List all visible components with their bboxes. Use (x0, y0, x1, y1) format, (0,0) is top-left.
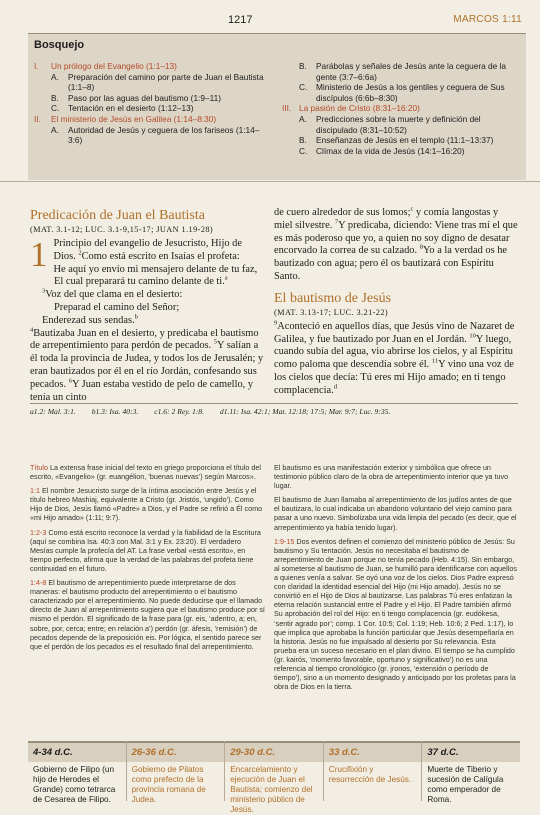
scripture-column-right (274, 207, 518, 398)
outline-item: I. Un prólogo del Evangelio (1:1–13) (34, 61, 177, 71)
outline-title: Bosquejo (34, 39, 85, 51)
outline-item: C. Ministerio de Jesús a los gentiles y ceguera de Sus discípulos (6:6b–8:30) (299, 82, 505, 103)
commentary-right (274, 463, 518, 696)
section-heading: Predicación de Juan el Bautista (30, 208, 205, 223)
verses-6-8: de cuero alrededor de sus lomos;$^c$ y comía langostas y miel silvestre. $^7$Y predicaba, diciendo: Viene tras mí el que es más poderoso que yo, a quien no soy digno de desatar encorvado la correa de su calzado. $^8$Yo a la verdad os he bautizado con agua; pero él os bautizará con Espíritu Santo. (274, 205, 518, 282)
outline-item: A. Predicciones sobre la muerte y definición del discipulado (8:31–10:52) (299, 113, 481, 135)
quote-line: Enderezad sus sendas.$^b$ (42, 313, 138, 326)
outline-item: II. El ministerio de Jesús en Galilea (1:14–8:30) (34, 113, 217, 124)
commentary-note: 1:4-8 El bautismo de arrepentimiento puede interpretarse de dos maneras: el bautismo producto del arrepentimiento o el bautismo caracterizado por el arrepentimiento. No puede deducirse que el llamado directo de Juan al arrepentimiento sugiera que el bautismo produce por sí mismo el perdón. El significado de la frase para (gr. eis, ‘adentro, a; en, sobre, por, cerca; entre; en relación a’) perdón (gr. áfesis, ‘remisión’) de pecados depende de la preposición eis. Por lógica, el sentido parece ser que el perdón de los pecados es el resultado final del arrepentimiento. (30, 578, 265, 651)
footnote: a1.2: Mal. 3:1. (30, 407, 76, 416)
footnote: d1.11: Isa. 42:1; Mat. 12:18; 17:5; Mar. 9:7; Luc. 9:35. (219, 407, 391, 416)
footnote: c1.6: 2 Rey. 1:8. (154, 407, 204, 416)
verse-2: Como está escrito en Isaías el profeta: (81, 250, 240, 262)
outline-item: C. Clímax de la vida de Jesús (14:1–16:20) (299, 145, 465, 156)
timeline (28, 741, 520, 815)
section-heading: El bautismo de Jesús (274, 290, 392, 306)
verses-9-11: $^9$Aconteció en aquellos días, que Jesús vino de Nazaret de Galilea, y fue bautizado por Juan en el Jordán. $^{10}$Y luego, cuando subía del agua, vio abrirse los cielos, y al Espíritu como paloma que descendía sobre él. $^{11}$Y vino una voz de los cielos que decía: Tú eres mi Hijo amado; en ti tengo complacencia.$^d$ (274, 319, 515, 396)
timeline-entry: 37 d.C. Muerte de Tiberio y sucesión de Calígula como emperador de Roma. (421, 741, 520, 801)
commentary-note: 1:9-15 Dos eventos definen el comienzo del ministerio público de Jesús: Su bautismo y Su tentación. Jesús no necesitaba el bautismo de arrepentimiento de Juan porque no tenía pecado (Heb. 4:15). Sin embargo, al someterse al bautismo de Juan, se humilló para identificarse con aquellos a quienes venía a salvar. Se oyó una voz de los cielos. Dios Padre expresó con claridad la identidad esencial del Hijo (mi Hijo amado). Jesús no se convirtió en el Hijo de Dios al bautizarse. Las palabras Tú eres enfatizan la eterna relación sustancial entre el Padre y el Hijo. El Padre también afirmó Su aprobación del rol del Hijo: en ti tengo complacencia (gr. eudókesa, ‘sentir agrado por’; comp. 1 Cor. 10:5; Col. 1:19; Heb. 10:6; 2 Ped. 1:17), lo que implica que aprobaba la función particular que Jesús desempeñaría en la historia. Jesús no fue impulsado al desierto por Su relevancia. Esta prueba era un suceso necesario en el plan divino. El tiempo se ha cumplido (gr. kairós, ‘momento favorable, oportuno y significativo’) no es una referencia al tiempo cronológico (gr. jronos, ‘extensión o período de tiempo’), sino a un momento designado y anticipado por los profetas para la obra de Dios en la tierra. (274, 536, 517, 692)
timeline-entry: 26-36 d.C. Gobierno de Pilatos como prefecto de la provincia romana de Judea. (126, 741, 225, 801)
commentary-note: 1:2-3 Como está escrito reconoce la verdad y la fiabilidad de la Escritura (aquí se combina Isa. 40:3 con Mal. 3:1 y Ex. 23:20). El verdadero Mesías cumple la profecía del AT. La frase verbal «está escrito», en tiempo perfecto, afirma que la verdad de las palabras del profeta tiene continuidad en el futuro. (30, 527, 261, 573)
parallel-refs: (MAT. 3.13-17; LUC. 3.21-22) (274, 307, 389, 317)
outline-item: A. Autoridad de Jesús y ceguera de los fariseos (1:14–3:6) (51, 124, 260, 146)
outline-left-column (34, 61, 270, 146)
outline-item: B. Parábolas y señales de Jesús ante la ceguera de la gente (3:7–6:6a) (299, 61, 507, 82)
commentary-note: 1:1 El nombre Jesucristo surge de la íntima asociación entre Jesús y el título hebreo Mashiaj, equivalente a Cristo (gr. Jristós, ‘ungido’). Como Hijo de Dios, Jesús llamó «Padre» a Dios, y el Padre se refirió a Él como «mi Hijo amado» (1:11; 9:7). (30, 486, 263, 523)
scripture-column-left: Predicación de Juan el Bautista (MAT. 3.1-12; LUC. 3.1-9,15-17; JUAN 1.19-28) 1 Principio del evangelio de Jesucristo, Hijo de Dios. $^2$Como está escrito en Isaías el profeta: He aquí yo envío mi mensajero delante de tu faz, El cual preparará tu camino delante de ti.$^a$ $^3$Voz del que clama en el desierto: Preparad el camino del Señor; Enderezad sus sendas.$^b$ $^4$Bautizaba Juan en el desierto, y predicaba el bautismo de arrepentimiento para perdón de pecados. $^5$Y salían a él toda la provincia de Judea, y todos los de Jerusalén; y eran bautizados por él en el río Jordán, confesando sus pecados. $^6$Y Juan estaba vestido de pelo de camello, y tenía un cinto (30, 207, 266, 404)
quote-line: He aquí yo envío mi mensajero delante de tu faz, (53, 263, 258, 275)
timeline-entry: 29-30 d.C. Encarcelamiento y ejecución de Juan el Bautista; comienzo del ministerio público de Jesús. (224, 741, 323, 801)
outline-right-column (282, 61, 522, 156)
quote-line: Preparad el camino del Señor; (54, 301, 180, 313)
running-head: MARCOS 1:11 (453, 14, 522, 25)
commentary-note: El bautismo de Juan llamaba al arrepentimiento de los judíos antes de que el bautizara, lo cual indicaba un abandono voluntario del viejo camino para pasar a uno nuevo. Simbolizaba una vida limpia del pecado (es decir, que el arrepentimiento ya había tenido lugar). (274, 495, 517, 532)
outline-divider (0, 181, 540, 182)
verse-1: Principio del evangelio de Jesucristo, Hijo de Dios. (53, 238, 242, 262)
commentary-note: El bautismo es una manifestación exterior y simbólica que ofrece un testimonio público claro de la obra de arrepentimiento interior que ya tuvo lugar. (274, 463, 509, 491)
footnote-rule (30, 403, 518, 404)
footnotes (30, 407, 404, 416)
outline-item: III. La pasión de Cristo (8:31–16:20) (282, 103, 420, 114)
timeline-entry: 4-34 d.C. Gobierno de Filipo (un hijo de Herodes el Grande) como tetrarca de Cesarea de Filipo. (28, 741, 126, 801)
verses-4-6: $^4$Bautizaba Juan en el desierto, y predicaba el bautismo de arrepentimiento para perdón de pecados. $^5$Y salían a él toda la provincia de Judea, y todos los de Jerusalén; y eran bautizados por él en el río Jordán, confesando sus pecados. $^6$Y Juan estaba vestido de pelo de camello, y tenía un cinto (30, 326, 264, 403)
commentary-left (30, 463, 266, 656)
timeline-entry: 33 d.C. Crucifixión y resurrección de Jesús. (323, 741, 422, 801)
footnote: b1.3: Isa. 40:3. (91, 407, 139, 416)
outline-item: B. Paso por las aguas del bautismo (1:9–11) (51, 92, 221, 103)
quote-line: El cual preparará tu camino delante de ti.$^a$ (54, 274, 228, 288)
chapter-number: 1 (30, 235, 48, 274)
commentary-note: Título La extensa frase inicial del texto en griego proporciona el título del escrito, «Evangelio» (gr. euangélion, ‘buenas nuevas’) según Marcos». (30, 463, 261, 482)
outline-item: C. Tentación en el desierto (1:12–13) (51, 103, 194, 114)
outline-item: A. Preparación del camino por parte de Juan el Bautista (1:1–8) (51, 71, 264, 93)
outline-item: B. Enseñanzas de Jesús en el templo (11:1–13:37) (299, 135, 494, 146)
parallel-refs: (MAT. 3.1-12; LUC. 3.1-9,15-17; JUAN 1.19-28) (30, 225, 214, 234)
page-number: 1217 (228, 14, 253, 26)
verse-3: $^3$Voz del que clama en el desierto: (42, 287, 183, 301)
